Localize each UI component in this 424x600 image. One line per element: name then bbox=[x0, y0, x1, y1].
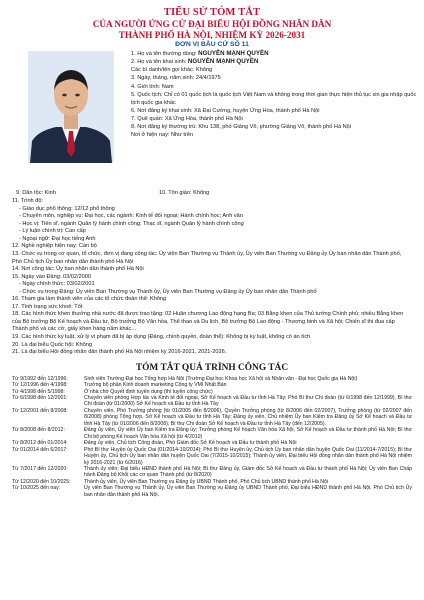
list-item: 13. Chức vụ trong cơ quan, tổ chức, đơn vị đang công tác: Ủy viên Ban Thường vụ Thành ủy, Ủy viên Ban Thường vụ Đảng ủy Ủy ban nhân dân Thành phố, Phó Chủ tịch Ủy ban nhân dân thành phố Hà Nội bbox=[12, 251, 402, 265]
career-row bbox=[12, 466, 412, 479]
field-hometown: 7. Quê quán: Xã Ứng Hòa, thành phố Hà Nội bbox=[131, 115, 243, 122]
candidate-portrait bbox=[28, 51, 114, 163]
career-description: Trưởng bộ phận Kinh doanh marketing Công ty VMI Nhật Bản bbox=[84, 382, 227, 389]
career-description: Thành ủy viên; Đại biểu HĐND thành phố Hà Nội; Bí thư Đảng ủy, Giám đốc Sở Kế hoạch và Đầu tư thành phố Hà Nội; Ủy viên Ban Chấp hành Đảng bộ Khối các cơ quan Thành phố (từ 8/2020) bbox=[84, 466, 412, 479]
career-description: Sinh viên Trường Đại học Tổng hợp Hà Nội (Trường Đại học Khoa học Xã hội và Nhân văn - Đại học Quốc gia Hà Nội) bbox=[84, 375, 358, 382]
career-row bbox=[12, 395, 412, 408]
field-birth-date: 3. Ngày, tháng, năm sinh: 24/4/1975 bbox=[131, 75, 221, 82]
list-item: 18. Các hình thức khen thưởng nhà nước đã được trao tặng: 02 Huân chương Lao động hạng Ba; 03 Bằng khen của Thủ tướng Chính phủ; nhiều Bằng khen của Bộ trưởng Bộ Kế hoạch và Đầu tư, Bộ trưởng Bộ Văn hóa, Thể thao và Du lịch, Bộ trưởng Bộ Lao động - Thương binh và Xã hội; Chiến sĩ thi đua cấp Thành phố và các cờ, giấy khen hàng năm khác... bbox=[12, 311, 404, 333]
career-period: Từ 9/1992 đến 12/1996: bbox=[12, 375, 68, 382]
list-item: 15. Ngày vào Đảng: 03/02/2000 bbox=[12, 273, 91, 280]
list-item: - Giáo dục phổ thông: 12/12 phổ thông bbox=[19, 205, 115, 212]
career-period: Từ 01/2014 đến 6/2017: bbox=[12, 446, 68, 453]
career-period: Từ 6/1998 đến 12/2001: bbox=[12, 395, 68, 402]
field-ethnicity: 9. Dân tộc: Kinh bbox=[16, 190, 56, 197]
field-aliases: Các bí danh/tên gọi khác: Không bbox=[131, 67, 213, 74]
career-description: Thành ủy viên, Ủy viên Ban Thường vụ Đảng ủy UBND Thành phố, Phó Chủ tịch UBND thành phố Hà Nội bbox=[84, 478, 328, 485]
personal-info-section bbox=[12, 49, 417, 199]
career-period: Từ 12/2001 đến 8/2008: bbox=[12, 407, 68, 414]
career-description: Ở nhà chờ Quyết định tuyển dụng (thi tuyển công chức) bbox=[84, 388, 213, 395]
field-religion: 10. Tôn giáo: Không bbox=[159, 190, 210, 197]
list-item: - Học vị: Tiến sĩ, ngành Quản lý hành chính công; Thạc sĩ, ngành Quản lý hành chính công bbox=[19, 220, 244, 227]
list-item: - Lý luận chính trị: Cao cấp bbox=[19, 228, 86, 235]
career-period: Từ 8/2012 đến 01/2014: bbox=[12, 440, 68, 447]
field-common-name: 1. Họ và tên thường dùng: NGUYỄN MẠNH QUYỀN bbox=[131, 50, 269, 58]
career-period: Từ 8/2008 đến 8/2012: bbox=[12, 427, 65, 434]
list-item: 19. Các hình thức kỷ luật, xử lý vi phạm đã bị áp dụng (Đảng, chính quyền, đoàn thể): Không bị kỷ luật, không có án tích bbox=[12, 334, 311, 341]
field-residence: 8. Nơi đăng ký thường trú: Khu 138, phố Giảng Võ, phường Giảng Võ, thành phố Hà Nội bbox=[131, 124, 352, 131]
list-item: 12. Nghề nghiệp hiện nay: Cán bộ bbox=[12, 243, 97, 250]
field-birth-registration: 6. Nơi đăng ký khai sinh: Xã Đại Cường, huyện Ứng Hòa, thành phố Hà Nội bbox=[131, 107, 320, 114]
list-item: - Ngày chính thức: 03/02/2001 bbox=[19, 281, 95, 288]
candidate-name: NGUYỄN MẠNH QUYỀN bbox=[198, 50, 269, 58]
candidate-birth-name: NGUYỄN MẠNH QUYỀN bbox=[187, 58, 259, 66]
field-current-address: Nơi ở hiện nay: Như trên bbox=[131, 132, 194, 139]
list-item: 20. Là đại biểu Quốc hội: Không bbox=[12, 341, 92, 348]
list-item: - Chuyên môn, nghiệp vụ: Đại học, các ngành: Kinh tế đối ngoại; Hành chính học; Anh văn bbox=[19, 213, 243, 220]
career-description: Chuyên viên phòng Hợp tác và Kinh tế đối ngoại, Sở Kế hoạch và Đầu tư tỉnh Hà Tây; Phó Bí thư Chi đoàn (từ 6/1998 đến 12/1999), Bí thư Chi đoàn (từ 01/2000) Sở Kế hoạch và Đầu tư tỉnh Hà Tây bbox=[84, 395, 412, 408]
career-period: Từ 12/2020 đến 10/2025: bbox=[12, 478, 71, 485]
career-description: Đảng ủy viên, Ủy viên Ủy ban Kiểm tra Đảng ủy; Trưởng phòng Kế hoạch Văn hóa Xã hội, Sở Kế hoạch và Đầu tư thành phố Hà Nội; Bí thư Chi bộ phòng Kế hoạch Văn hóa Xã hội (từ 4/2010) bbox=[84, 427, 412, 440]
list-item: - Chức vụ trong Đảng: Ủy viên Ban Thường vụ Thành ủy, Ủy viên Ban Thường vụ Đảng ủy Ủy ban nhân dân Thành phố bbox=[19, 288, 317, 295]
field-gender: 4. Giới tính: Nam bbox=[131, 83, 174, 90]
document-title: TIỂU SỬ TÓM TẮT bbox=[163, 7, 261, 18]
career-period: Từ 4/1998 đến 5/1998: bbox=[12, 388, 65, 395]
career-row bbox=[12, 408, 412, 427]
career-period: Từ 12/1996 đến 4/1998: bbox=[12, 382, 68, 389]
personal-info-fields bbox=[131, 50, 421, 139]
field-nationality: 5. Quốc tịch: Chỉ có 01 quốc tịch là quốc tịch Việt Nam và không trong thời gian thực hiện thủ tục xin gia nhập quốc tịch quốc gia khác bbox=[131, 91, 417, 106]
career-history bbox=[12, 376, 412, 499]
career-row bbox=[12, 447, 412, 466]
list-item: 14. Nơi công tác: Ủy ban nhân dân thành phố Hà Nội bbox=[12, 266, 144, 273]
document-header bbox=[12, 7, 412, 49]
document-subtitle-line-1: CỦA NGƯỜI ỨNG CỬ ĐẠI BIỂU HỘI ĐỒNG NHÂN DÂN bbox=[92, 19, 332, 29]
career-period: Từ 10/2025 đến nay: bbox=[12, 485, 61, 492]
list-item: 17. Tình trạng sức khoẻ: Tốt bbox=[12, 303, 83, 310]
career-description: Đảng ủy viên, Chủ tịch Công đoàn, Phó Giám đốc Sở Kế hoạch và Đầu tư thành phố Hà Nội bbox=[84, 440, 297, 447]
list-item: 21. Là đại biểu Hội đồng nhân dân thành phố Hà Nội nhiệm kỳ 2016-2021, 2021-2026. bbox=[12, 349, 227, 356]
career-description: Phó Bí thư Huyện ủy Quốc Oai (01/2014-10/2014); Phó Bí thư Huyện ủy, Chủ tịch Ủy ban nhân dân huyện Quốc Oai (11/2014-7/2015); Bí thư Huyện ủy, Chủ tịch Ủy ban nhân dân huyện Quốc Oai (7/2015-10/2015); Thành ủy viên, Đại biểu Hội đồng nhân dân thành phố Hà Nội nhiệm kỳ 2016-2021 (từ 6/2016) bbox=[84, 446, 412, 466]
career-period: Từ 7/2017 đến 12/2020: bbox=[12, 466, 68, 473]
list-item: 11. Trình độ: bbox=[12, 198, 43, 205]
electoral-unit: ĐƠN VỊ BẦU CỬ SỐ 11 bbox=[175, 41, 249, 49]
career-row bbox=[12, 485, 412, 498]
career-section-title: TÓM TẮT QUÁ TRÌNH CÔNG TÁC bbox=[135, 362, 289, 373]
list-item: 16. Tham gia làm thành viên của các tổ chức đoàn thể: Không bbox=[12, 296, 167, 303]
career-row bbox=[12, 427, 412, 440]
field-birth-name: 2. Họ và tên khai sinh: NGUYỄN MẠNH QUYỀN bbox=[131, 58, 259, 66]
career-description: Ủy viên Ban Thường vụ Thành ủy, Ủy viên Ban Thường vụ Đảng ủy UBND Thành phố, Đại biểu HĐND thành phố Hà Nội, Phó Chủ tịch Ủy ban nhân dân thành phố Hà Nội. bbox=[84, 485, 412, 498]
document-subtitle-line-2: THÀNH PHỐ HÀ NỘI, NHIỆM KỲ 2026-2031 bbox=[118, 29, 306, 40]
list-item: - Ngoại ngữ: Đại học tiếng Anh bbox=[19, 235, 96, 242]
career-description: Chuyên viên, Phó Trưởng phòng (từ 01/2005 đến 8/2006), Quyền Trưởng phòng (từ 8/2006 đến 02/2007), Trưởng phòng (từ 02/2007 đến 8/2008) phòng Tổng hợp, Sở Kế hoạch và Đầu tư tỉnh Hà Tây; Đảng ủy viên, Chủ nhiệm Ủy ban Kiểm tra Đảng ủy Sở Kế hoạch và Đầu tư tỉnh Hà Tây (từ 01/2006 đến 8/2008); Bí thư Chi đoàn Sở Kế hoạch và Đầu tư tỉnh Hà Tây (đến 12/2005). bbox=[84, 407, 412, 427]
qualifications-list bbox=[12, 198, 412, 356]
